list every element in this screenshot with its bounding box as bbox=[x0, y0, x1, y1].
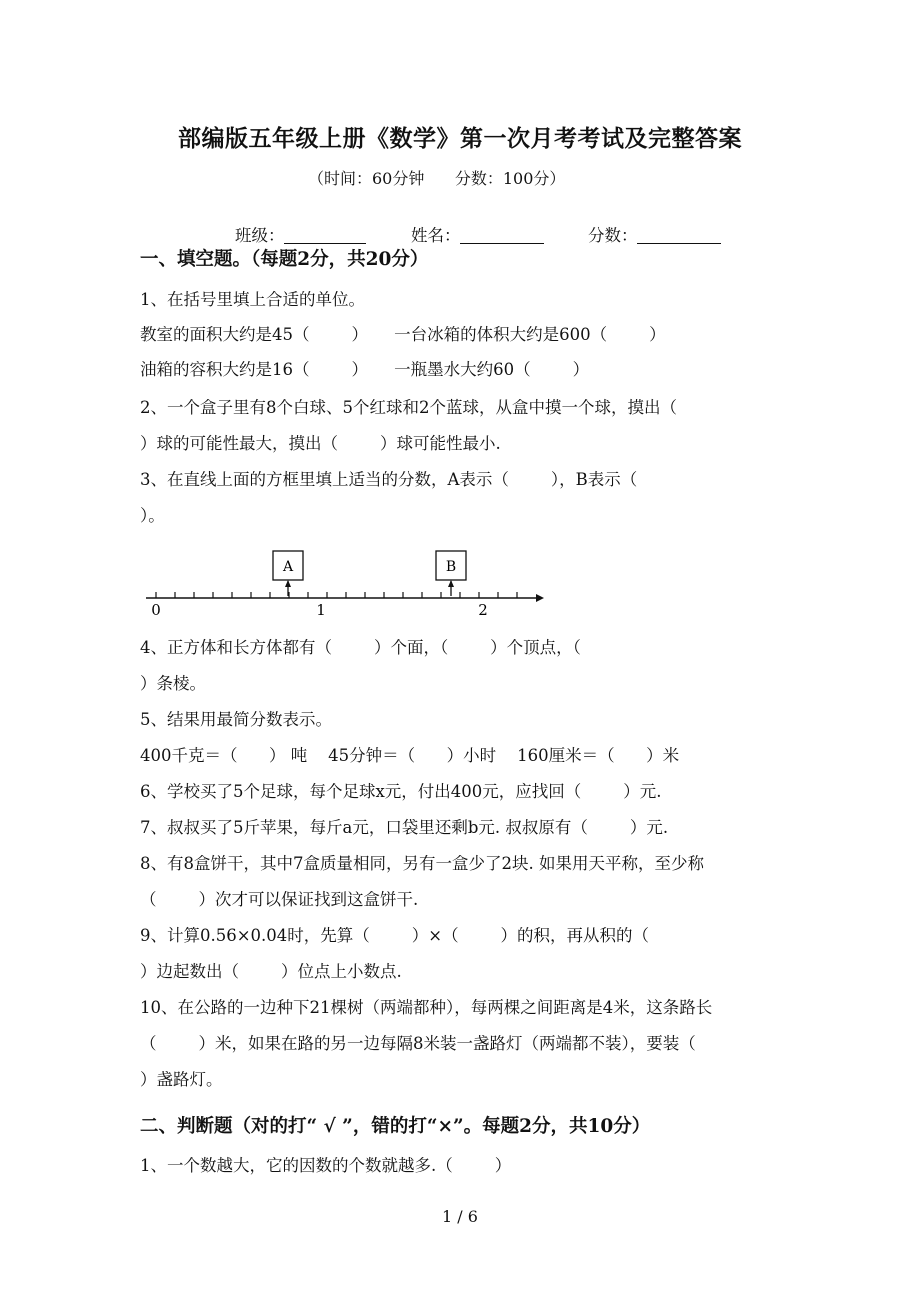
question-line: 5、结果用最简分数表示。 bbox=[140, 710, 332, 729]
class-blank bbox=[284, 225, 366, 244]
tick-label-2: 2 bbox=[478, 601, 488, 619]
question-line: ）盏路灯。 bbox=[140, 1070, 223, 1089]
question-line: 6、学校买了5个足球，每个足球x元，付出400元，应找回（ ）元. bbox=[140, 782, 662, 801]
box-a-label: A bbox=[282, 559, 294, 575]
question-line: 9、计算0.56×0.04时，先算（ ）×（ ）的积，再从积的（ bbox=[140, 926, 650, 945]
class-label: 班级： bbox=[234, 226, 285, 245]
name-label: 姓名： bbox=[410, 226, 461, 245]
question-line: 2、一个盒子里有8个白球、5个红球和2个蓝球，从盒中摸一个球，摸出（ bbox=[140, 398, 677, 417]
question-line: 7、叔叔买了5斤苹果，每斤a元，口袋里还剩b元. 叔叔原有（ ）元. bbox=[140, 818, 669, 837]
question-line: ）边起数出（ ）位点上小数点. bbox=[140, 962, 402, 981]
question-line: （ ）次才可以保证找到这盒饼干. bbox=[140, 890, 419, 909]
question-line: 400千克＝（ ） 吨 45分钟＝（ ）小时 160厘米＝（ ）米 bbox=[140, 746, 680, 765]
tick-label-1: 1 bbox=[316, 601, 326, 619]
question-line: 1、一个数越大，它的因数的个数就越多.（ ） bbox=[140, 1156, 512, 1175]
section1-heading: 一、填空题。（每题2分，共20分） bbox=[140, 249, 429, 270]
question-line: （ ）米，如果在路的另一边每隔8米装一盏路灯（两端都不装），要装（ bbox=[140, 1034, 696, 1053]
exam-subtitle: （时间：60分钟 分数：100分） bbox=[308, 169, 566, 188]
question-line: 8、有8盒饼干，其中7盒质量相同，另有一盒少了2块. 如果用天平称，至少称 bbox=[140, 854, 704, 873]
score-blank bbox=[637, 225, 721, 244]
name-blank bbox=[460, 225, 544, 244]
number-line-figure bbox=[140, 545, 560, 620]
question-line: 油箱的容积大约是16（ ） 一瓶墨水大约60（ ） bbox=[140, 360, 590, 379]
question-line: ）球的可能性最大，摸出（ ）球可能性最小. bbox=[140, 434, 501, 453]
question-line: ）条棱。 bbox=[140, 674, 206, 693]
question-line: 10、在公路的一边种下21棵树（两端都种），每两棵之间距离是4米，这条路长 bbox=[140, 998, 713, 1017]
question-line: 3、在直线上面的方框里填上适当的分数，A表示（ ），B表示（ bbox=[140, 470, 638, 489]
section2-heading: 二、判断题（对的打“ √ ”，错的打“×”。每题2分，共10分） bbox=[140, 1116, 651, 1137]
page-number: 1 / 6 bbox=[442, 1207, 478, 1226]
box-b-label: B bbox=[445, 559, 457, 575]
question-line: 4、正方体和长方体都有（ ）个面，（ ）个顶点，（ bbox=[140, 638, 581, 657]
question-line: ）。 bbox=[140, 506, 165, 525]
question-line: 1、在括号里填上合适的单位。 bbox=[140, 290, 365, 309]
question-line: 教室的面积大约是45（ ） 一台冰箱的体积大约是600（ ） bbox=[140, 325, 666, 344]
tick-label-0: 0 bbox=[151, 601, 161, 619]
score-label: 分数： bbox=[587, 226, 638, 245]
score-field bbox=[567, 203, 721, 265]
page-title: 部编版五年级上册《数学》第一次月考考试及完整答案 bbox=[178, 125, 742, 152]
